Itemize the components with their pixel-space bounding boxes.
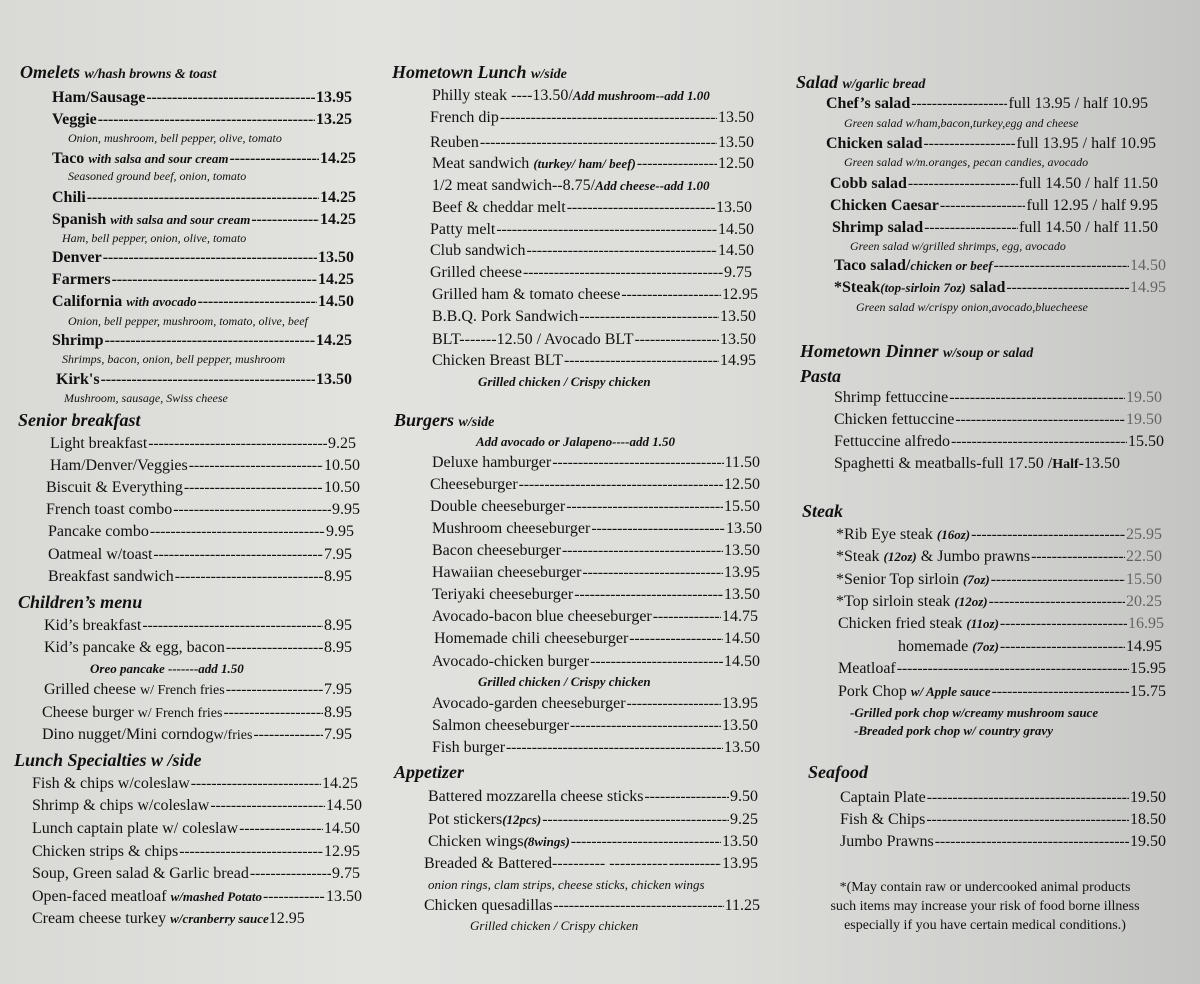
- menu-item: Club sandwich - - - 14.50: [430, 241, 754, 261]
- menu-item: Breakfast sandwich - - - 8.95: [48, 567, 352, 587]
- menu-item: Lunch captain plate w/ coleslaw - - - 14.50: [32, 819, 360, 839]
- menu-item: Kirk's - - - 13.50: [56, 370, 352, 390]
- menu-item: Kid’s breakfast - - - 8.95: [44, 616, 352, 636]
- item-description: Onion, mushroom, bell pepper, olive, tomato: [68, 131, 282, 145]
- disclaimer-line: such items may increase your risk of food borne illness: [830, 899, 1140, 914]
- item-description: onion rings, clam strips, cheese sticks, chicken wings: [428, 877, 705, 892]
- item-description: Green salad w/ham,bacon,turkey,egg and cheese: [844, 116, 1079, 130]
- menu-item: *Senior Top sirloin (7oz) - - - 15.50: [836, 570, 1162, 590]
- item-note: Grilled chicken / Crispy chicken: [470, 918, 639, 933]
- section-heading-senior-breakfast: Senior breakfast: [18, 410, 141, 430]
- menu-item: Shrimp & chips w/coleslaw - - - 14.50: [32, 796, 362, 816]
- menu-item: Chicken wings(8wings) - - - 13.50: [428, 832, 758, 852]
- menu-item: California with avocado - - - 14.50: [52, 292, 354, 312]
- menu-item: Light breakfast - - - 9.25: [50, 434, 356, 454]
- disclaimer: [795, 878, 1175, 935]
- menu-item: Cheeseburger - - - 12.50: [430, 475, 760, 495]
- menu-item: Teriyaki cheeseburger - - - 13.50: [432, 585, 760, 605]
- menu-item-half-meat-sandwich: 1/2 meat sandwich--8.75/Add cheese--add 1.00: [432, 177, 710, 194]
- menu-item: Taco with salsa and sour cream - - - 14.25: [52, 149, 356, 169]
- menu-item-philly-steak: Philly steak ----13.50/Add mushroom--add 1.00: [432, 87, 710, 104]
- menu-item: Farmers - - - 14.25: [52, 270, 354, 290]
- menu-item: Pancake combo - - - 9.95: [48, 522, 354, 542]
- section-heading-lunch-specialties: Lunch Specialties w /side: [14, 750, 202, 770]
- menu-item: Patty melt - - - 14.50: [430, 220, 754, 240]
- menu-item: *Rib Eye steak (16oz) - - - 25.95: [836, 525, 1162, 545]
- item-description: Green salad w/grilled shrimps, egg, avocado: [850, 239, 1066, 253]
- section-heading-appetizer: Appetizer: [394, 762, 464, 782]
- menu-item: Avocado-bacon blue cheeseburger - - - 14.75: [432, 607, 758, 627]
- menu-item: Cobb salad - - - full 14.50 / half 11.50: [830, 174, 1158, 194]
- menu-item: Fettuccine alfredo - - - 15.50: [834, 432, 1164, 452]
- item-description: Ham, bell pepper, onion, olive, tomato: [62, 231, 247, 245]
- section-heading-omelets: Omelets w/hash browns & toast: [20, 62, 217, 82]
- menu-item: Oatmeal w/toast - - - 7.95: [48, 545, 352, 565]
- section-heading-childrens-menu: Children’s menu: [18, 592, 143, 612]
- menu-item: Avocado-chicken burger - - - 14.50: [432, 652, 760, 672]
- menu-item: *Steak(top-sirloin 7oz) salad - - - 14.95: [834, 278, 1166, 298]
- menu-item: Shrimp - - - 14.25: [52, 331, 352, 351]
- menu-item: Breaded & Battered---------- ----------- - - - 13.95: [424, 854, 758, 874]
- menu-item: Fish & chips w/coleslaw - - - 14.25: [32, 774, 358, 794]
- menu-item: Taco salad/chicken or beef - - - 14.50: [834, 256, 1166, 276]
- menu-item: French dip - - - 13.50: [430, 108, 754, 128]
- addon-note: Oreo pancake -------add 1.50: [90, 661, 244, 676]
- section-heading-hometown-lunch: Hometown Lunch w/side: [392, 62, 567, 82]
- menu-item: Soup, Green salad & Garlic bread - - - 9.75: [32, 864, 360, 884]
- menu-item: BLT-------12.50 / Avocado BLT - - - 13.50: [432, 330, 756, 350]
- menu-item: Denver - - - 13.50: [52, 248, 354, 268]
- menu-item-spaghetti: Spaghetti & meatballs-full 17.50 /Half-13.50: [834, 455, 1120, 472]
- menu-item: Captain Plate - - - 19.50: [840, 788, 1166, 808]
- menu-item: Shrimp fettuccine - - - 19.50: [834, 388, 1162, 408]
- menu-item: Veggie - - - 13.25: [52, 110, 352, 130]
- menu-item: *Top sirloin steak (12oz) - - - 20.25: [836, 592, 1162, 612]
- menu-item: Dino nugget/Mini corndogw/fries - - - 7.95: [42, 725, 352, 746]
- menu-item: Ham/Sausage - - - 13.95: [52, 88, 352, 108]
- item-description: Onion, bell pepper, mushroom, tomato, olive, beef: [68, 314, 308, 328]
- menu-item: Chicken quesadillas - - - 11.25: [424, 896, 760, 916]
- section-heading-pasta: Pasta: [800, 366, 842, 386]
- menu-item: Hawaiian cheeseburger - - - 13.95: [432, 563, 760, 583]
- menu-item: Chicken salad - - - full 13.95 / half 10.95: [826, 134, 1156, 154]
- item-description: Seasoned ground beef, onion, tomato: [68, 169, 247, 183]
- menu-item: Chicken strips & chips - - - 12.95: [32, 842, 360, 862]
- menu-item: *Steak (12oz) & Jumbo prawns - - - 22.50: [836, 547, 1162, 567]
- menu-item: Fish burger - - - 13.50: [432, 738, 760, 758]
- menu-item: Cheese burger w/ French fries - - - 8.95: [42, 703, 352, 724]
- menu-item: Grilled ham & tomato cheese - - - 12.95: [432, 285, 758, 305]
- menu-item: Deluxe hamburger - - - 11.50: [432, 453, 760, 473]
- menu-item: B.B.Q. Pork Sandwich - - - 13.50: [432, 307, 756, 327]
- menu-item: Cream cheese turkey w/cranberry sauce 12.95: [32, 910, 305, 927]
- menu-item: Mushroom cheeseburger - - - 13.50: [432, 519, 762, 539]
- item-description: Mushroom, sausage, Swiss cheese: [64, 391, 228, 405]
- menu-item: Chef’s salad - - - full 13.95 / half 10.95: [826, 94, 1148, 114]
- menu-item: Salmon cheeseburger - - - 13.50: [432, 716, 758, 736]
- section-heading-steak: Steak: [802, 501, 844, 521]
- menu-item: Chili - - - 14.25: [52, 188, 356, 208]
- menu-item: Kid’s pancake & egg, bacon - - - 8.95: [44, 638, 352, 658]
- menu-item: Open-faced meatloaf w/mashed Potato - - - 13.50: [32, 887, 362, 907]
- disclaimer-line: especially if you have certain medical conditions.): [844, 918, 1126, 933]
- item-note: -Grilled pork chop w/creamy mushroom sauce: [850, 705, 1099, 720]
- menu-item: Reuben - - - 13.50: [430, 133, 754, 153]
- item-note: Grilled chicken / Crispy chicken: [478, 374, 651, 389]
- menu-item: Biscuit & Everything - - - 10.50: [46, 478, 360, 498]
- menu-item: French toast combo - - - 9.95: [46, 500, 360, 520]
- menu-item: Fish & Chips - - - 18.50: [840, 810, 1166, 830]
- menu-item: Avocado-garden cheeseburger - - - 13.95: [432, 694, 758, 714]
- menu-item: Bacon cheeseburger - - - 13.50: [432, 541, 760, 561]
- item-description: Green salad w/crispy onion,avocado,bluecheese: [856, 300, 1088, 314]
- menu-item: Chicken Caesar - - - full 12.95 / half 9.95: [830, 196, 1158, 216]
- menu-item: Ham/Denver/Veggies - - - 10.50: [50, 456, 360, 476]
- menu-item: Meatloaf - - - 15.95: [838, 659, 1166, 679]
- section-heading-hometown-dinner: Hometown Dinner w/soup or salad: [800, 341, 1034, 361]
- menu-item: Pork Chop w/ Apple sauce - - - 15.75: [838, 682, 1166, 702]
- menu-item: Pot stickers(12pcs) - - - 9.25: [428, 810, 758, 830]
- menu-item: Chicken Breast BLT - - - 14.95: [432, 351, 756, 371]
- menu-item: Beef & cheddar melt - - - 13.50: [432, 198, 752, 218]
- menu-item: Meat sandwich (turkey/ ham/ beef) - - - 12.50: [432, 154, 754, 174]
- disclaimer-line: *(May contain raw or undercooked animal products: [839, 880, 1131, 895]
- menu-item: Grilled cheese w/ French fries - - - 7.95: [44, 680, 352, 701]
- menu-item: Grilled cheese - - - 9.75: [430, 263, 752, 283]
- item-note: Grilled chicken / Crispy chicken: [478, 674, 651, 689]
- item-description: Green salad w/m.oranges, pecan candies, avocado: [844, 155, 1089, 169]
- item-description: Shrimps, bacon, onion, bell pepper, mushroom: [62, 352, 286, 366]
- menu-item: Double cheeseburger - - - 15.50: [430, 497, 760, 517]
- menu-item: Spanish with salsa and sour cream - - - 14.25: [52, 210, 356, 230]
- menu-item: Chicken fried steak (11oz) - - - 16.95: [838, 614, 1164, 634]
- section-heading-seafood: Seafood: [808, 762, 868, 782]
- menu-item: Chicken fettuccine - - - 19.50: [834, 410, 1162, 430]
- item-note: -Breaded pork chop w/ country gravy: [854, 723, 1053, 738]
- menu-item: Battered mozzarella cheese sticks - - - 9.50: [428, 787, 758, 807]
- addon-note: Add avocado or Jalapeno----add 1.50: [476, 434, 675, 449]
- section-heading-burgers: Burgers w/side: [394, 410, 495, 430]
- menu-item: Shrimp salad - - - full 14.50 / half 11.50: [832, 218, 1158, 238]
- menu-item: Homemade chili cheeseburger - - - 14.50: [434, 629, 760, 649]
- menu-item: homemade (7oz) - - - 14.95: [898, 637, 1162, 657]
- section-heading-salad: Salad w/garlic bread: [796, 72, 926, 92]
- menu-item: Jumbo Prawns - - - 19.50: [840, 832, 1166, 852]
